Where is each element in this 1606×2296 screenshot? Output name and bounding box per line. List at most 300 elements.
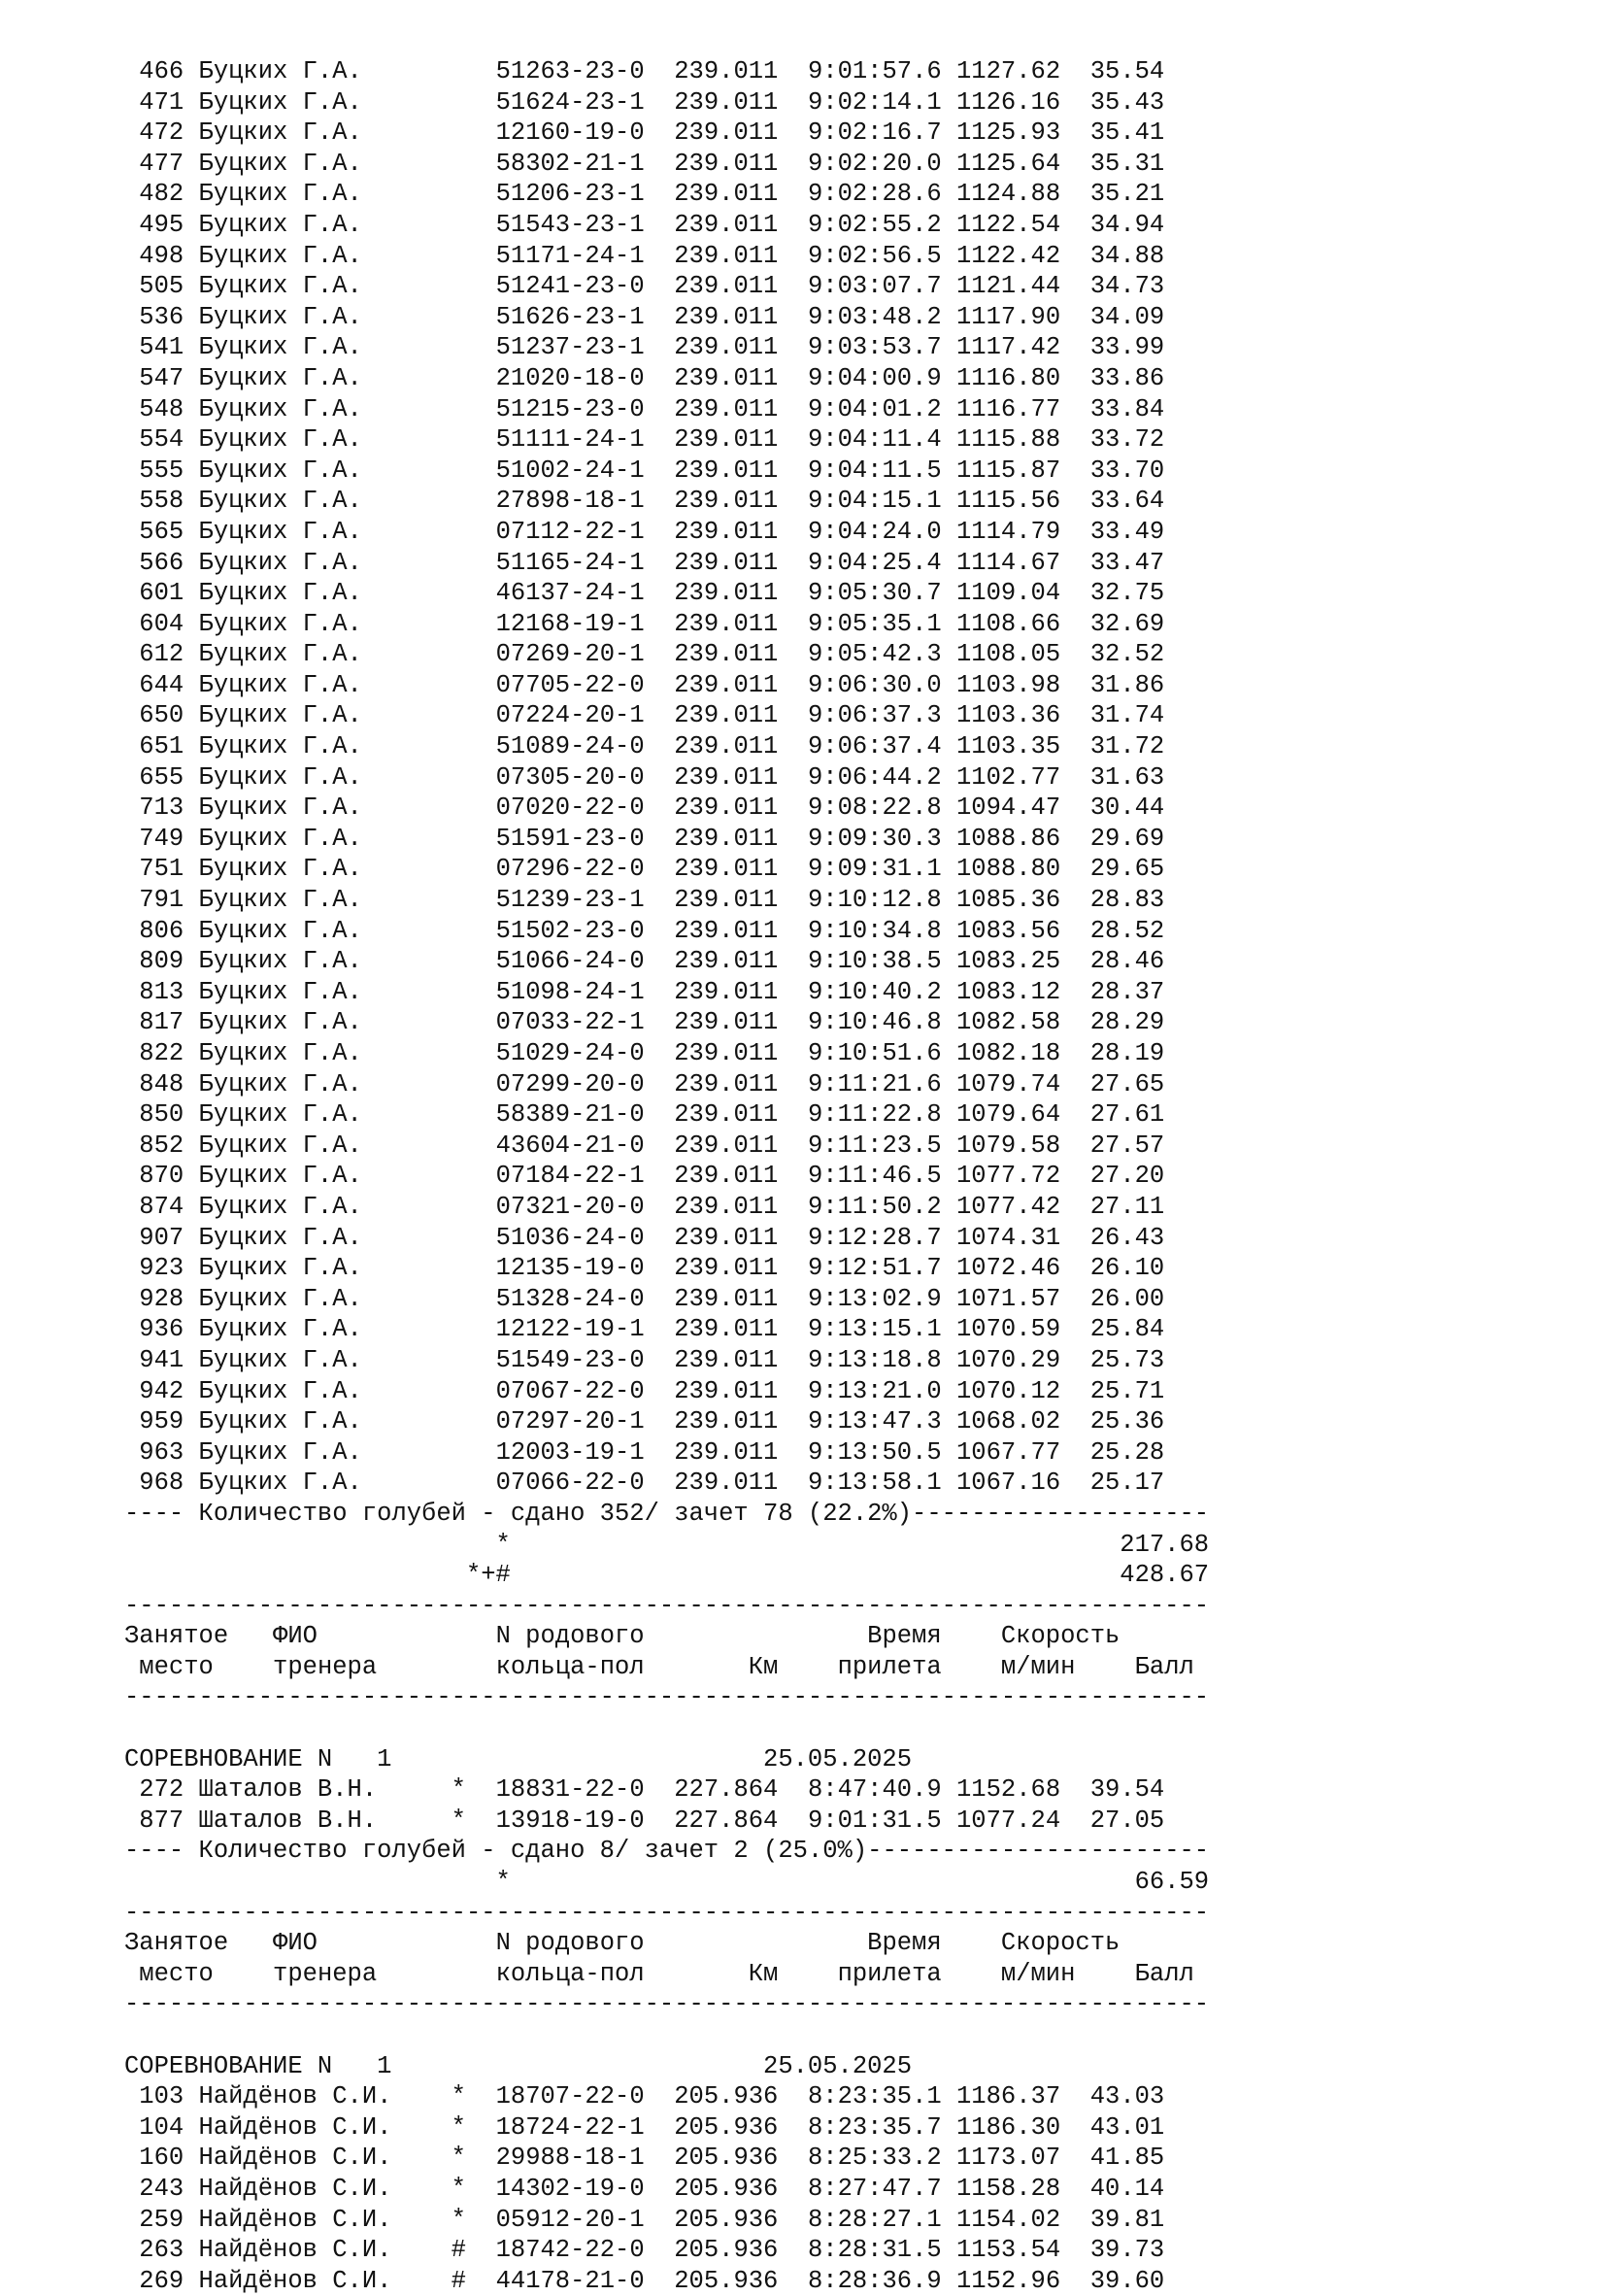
distance-km: 239.011 bbox=[674, 579, 808, 608]
score: 33.84 bbox=[1075, 394, 1165, 423]
speed: 1077.72 bbox=[956, 1162, 1076, 1191]
distance-km: 239.011 bbox=[674, 1223, 808, 1252]
trainer-name: Буцких Г.А. bbox=[198, 732, 452, 761]
place: 942 bbox=[124, 1376, 199, 1405]
result-row bbox=[124, 179, 1484, 210]
ring-number: 51626-23-1 bbox=[495, 302, 675, 331]
arrival-time: 8:28:27.1 bbox=[807, 2205, 956, 2234]
distance-km: 239.011 bbox=[674, 118, 808, 148]
arrival-time: 9:04:15.1 bbox=[807, 487, 956, 516]
mark bbox=[452, 1070, 496, 1098]
speed: 1077.24 bbox=[956, 1806, 1076, 1835]
place: 928 bbox=[124, 1284, 199, 1313]
competition-label: СОРЕВНОВАНИЕ N 1 bbox=[124, 1744, 764, 1773]
mark bbox=[452, 793, 496, 822]
mark bbox=[452, 118, 496, 147]
trainer-name: Буцких Г.А. bbox=[198, 517, 452, 546]
result-row bbox=[124, 854, 1484, 885]
ring-number: 51171-24-1 bbox=[495, 241, 675, 270]
col-speed: м/мин bbox=[1000, 1959, 1135, 1988]
speed: 1125.93 bbox=[956, 118, 1076, 148]
score: 27.61 bbox=[1075, 1100, 1165, 1130]
score: 27.11 bbox=[1075, 1192, 1165, 1221]
trainer-name: Буцких Г.А. bbox=[198, 456, 452, 485]
ring-number: 18742-22-0 bbox=[495, 2236, 675, 2265]
result-row bbox=[124, 1468, 1484, 1499]
mark bbox=[452, 610, 496, 638]
arrival-time: 9:11:50.2 bbox=[807, 1192, 956, 1221]
place: 968 bbox=[124, 1469, 199, 1498]
speed: 1173.07 bbox=[956, 2144, 1076, 2173]
trainer-name: Буцких Г.А. bbox=[198, 701, 452, 730]
score: 35.41 bbox=[1075, 118, 1165, 148]
result-row bbox=[124, 578, 1484, 609]
trainer-name: Буцких Г.А. bbox=[198, 210, 452, 239]
score: 27.05 bbox=[1075, 1806, 1165, 1835]
total-value: 217.68 bbox=[510, 1530, 1210, 1559]
place: 471 bbox=[124, 87, 199, 117]
arrival-time: 8:25:33.2 bbox=[807, 2144, 956, 2173]
place: 498 bbox=[124, 241, 199, 270]
ring-number: 18707-22-0 bbox=[495, 2082, 675, 2111]
speed: 1158.28 bbox=[956, 2174, 1076, 2203]
trainer-name: Буцких Г.А. bbox=[198, 548, 452, 577]
col-time: прилета bbox=[837, 1959, 1001, 1988]
mark bbox=[452, 211, 496, 239]
trainer-name: Буцких Г.А. bbox=[198, 57, 452, 85]
trainer-name: Буцких Г.А. bbox=[198, 302, 452, 331]
mark bbox=[452, 456, 496, 485]
trainer-name: Буцких Г.А. bbox=[198, 609, 452, 638]
distance-km: 239.011 bbox=[674, 762, 808, 792]
score: 28.83 bbox=[1075, 886, 1165, 915]
ring-number: 12135-19-0 bbox=[495, 1254, 675, 1283]
total-line bbox=[124, 1530, 1484, 1561]
speed: 1088.80 bbox=[956, 855, 1076, 884]
place: 813 bbox=[124, 977, 199, 1006]
arrival-time: 8:27:47.7 bbox=[807, 2174, 956, 2203]
ring-number: 51029-24-0 bbox=[495, 1039, 675, 1067]
speed: 1109.04 bbox=[956, 579, 1076, 608]
mark bbox=[452, 732, 496, 760]
mark: * bbox=[451, 1806, 496, 1835]
arrival-time: 9:05:42.3 bbox=[807, 640, 956, 669]
column-header-2 bbox=[124, 1652, 1484, 1683]
result-row bbox=[124, 793, 1484, 824]
score: 25.71 bbox=[1075, 1376, 1165, 1405]
mark bbox=[452, 978, 496, 1006]
result-row bbox=[124, 1038, 1484, 1069]
distance-km: 239.011 bbox=[674, 1008, 808, 1037]
speed: 1068.02 bbox=[956, 1407, 1076, 1436]
speed: 1082.58 bbox=[956, 1008, 1076, 1037]
arrival-time: 9:03:07.7 bbox=[807, 272, 956, 301]
place: 505 bbox=[124, 272, 199, 301]
place: 644 bbox=[124, 670, 199, 699]
distance-km: 239.011 bbox=[674, 149, 808, 178]
summary-text: Количество голубей - сдано 8/ зачет 2 (25.0%) bbox=[198, 1837, 868, 1866]
speed: 1070.12 bbox=[956, 1376, 1076, 1405]
arrival-time: 8:28:36.9 bbox=[807, 2266, 956, 2295]
result-row bbox=[124, 332, 1484, 363]
mark bbox=[452, 917, 496, 945]
arrival-time: 9:02:16.7 bbox=[807, 118, 956, 148]
summary-rule: -------------------- bbox=[912, 1499, 1210, 1528]
place: 263 bbox=[124, 2236, 199, 2265]
trainer-name: Буцких Г.А. bbox=[198, 886, 452, 915]
place: 259 bbox=[124, 2205, 199, 2234]
result-row bbox=[124, 639, 1484, 670]
mark bbox=[452, 1315, 496, 1343]
score: 33.49 bbox=[1075, 517, 1165, 546]
mark: * bbox=[451, 2144, 496, 2173]
distance-km: 239.011 bbox=[674, 1162, 808, 1191]
score: 26.10 bbox=[1075, 1254, 1165, 1283]
arrival-time: 9:13:58.1 bbox=[807, 1469, 956, 1498]
distance-km: 239.011 bbox=[674, 1437, 808, 1467]
col-name: тренера bbox=[273, 1959, 496, 1988]
col-ring: N родового bbox=[495, 1622, 868, 1651]
mark bbox=[452, 549, 496, 577]
score: 33.47 bbox=[1075, 548, 1165, 577]
place: 877 bbox=[124, 1806, 199, 1835]
total-line bbox=[124, 1560, 1484, 1591]
distance-km: 239.011 bbox=[674, 1192, 808, 1221]
result-row bbox=[124, 149, 1484, 180]
arrival-time: 9:04:24.0 bbox=[807, 517, 956, 546]
ring-number: 51263-23-0 bbox=[495, 57, 675, 85]
mark: # bbox=[451, 2266, 496, 2295]
speed: 1074.31 bbox=[956, 1223, 1076, 1252]
trainer-name: Буцких Г.А. bbox=[198, 1376, 452, 1405]
divider: ------------------------------------------------------------------------- bbox=[124, 1990, 1210, 2019]
score: 35.43 bbox=[1075, 87, 1165, 117]
score: 33.86 bbox=[1075, 363, 1165, 392]
arrival-time: 8:47:40.9 bbox=[807, 1775, 956, 1805]
result-row bbox=[124, 885, 1484, 916]
distance-km: 239.011 bbox=[674, 855, 808, 884]
mark bbox=[452, 1162, 496, 1190]
arrival-time: 9:01:31.5 bbox=[807, 1806, 956, 1835]
result-row bbox=[124, 1253, 1484, 1284]
place: 791 bbox=[124, 886, 199, 915]
ring-number: 51215-23-0 bbox=[495, 394, 675, 423]
speed: 1115.88 bbox=[956, 425, 1076, 455]
mark bbox=[452, 579, 496, 607]
place: 541 bbox=[124, 333, 199, 362]
place: 472 bbox=[124, 118, 199, 148]
ring-number: 51237-23-1 bbox=[495, 333, 675, 362]
ring-number: 51502-23-0 bbox=[495, 916, 675, 945]
speed: 1067.77 bbox=[956, 1437, 1076, 1467]
result-row bbox=[124, 700, 1484, 731]
mark bbox=[452, 487, 496, 515]
trainer-name: Буцких Г.А. bbox=[198, 1345, 452, 1374]
speed: 1088.86 bbox=[956, 824, 1076, 853]
distance-km: 205.936 bbox=[674, 2112, 808, 2142]
col-score: Балл bbox=[1134, 1652, 1194, 1681]
trainer-name: Шаталов В.Н. bbox=[198, 1775, 452, 1805]
col-place: Занятое bbox=[124, 1929, 274, 1958]
column-header-1 bbox=[124, 1928, 1484, 1959]
trainer-name: Буцких Г.А. bbox=[198, 394, 452, 423]
score: 43.03 bbox=[1075, 2082, 1165, 2111]
arrival-time: 9:13:02.9 bbox=[807, 1284, 956, 1313]
trainer-name: Буцких Г.А. bbox=[198, 1284, 452, 1313]
result-row bbox=[124, 762, 1484, 793]
score: 26.00 bbox=[1075, 1284, 1165, 1313]
distance-km: 239.011 bbox=[674, 394, 808, 423]
trainer-name: Буцких Г.А. bbox=[198, 824, 452, 853]
ring-number: 58302-21-1 bbox=[495, 149, 675, 178]
arrival-time: 9:03:48.2 bbox=[807, 302, 956, 331]
ring-number: 51624-23-1 bbox=[495, 87, 675, 117]
result-row bbox=[124, 87, 1484, 118]
mark: * bbox=[451, 2112, 496, 2142]
result-row bbox=[124, 548, 1484, 579]
distance-km: 239.011 bbox=[674, 670, 808, 699]
mark bbox=[452, 947, 496, 975]
speed: 1083.12 bbox=[956, 977, 1076, 1006]
result-row bbox=[124, 210, 1484, 241]
mark bbox=[452, 763, 496, 792]
score: 27.57 bbox=[1075, 1131, 1165, 1160]
distance-km: 239.011 bbox=[674, 824, 808, 853]
score: 31.72 bbox=[1075, 732, 1165, 761]
trainer-name: Буцких Г.А. bbox=[198, 1162, 452, 1191]
place: 936 bbox=[124, 1315, 199, 1344]
place: 601 bbox=[124, 579, 199, 608]
trainer-name: Буцких Г.А. bbox=[198, 579, 452, 608]
distance-km: 239.011 bbox=[674, 977, 808, 1006]
place: 160 bbox=[124, 2144, 199, 2173]
score: 27.65 bbox=[1075, 1069, 1165, 1098]
ring-number: 44178-21-0 bbox=[495, 2266, 675, 2295]
speed: 1070.29 bbox=[956, 1345, 1076, 1374]
speed: 1122.54 bbox=[956, 210, 1076, 239]
arrival-time: 9:06:30.0 bbox=[807, 670, 956, 699]
summary-text: Количество голубей - сдано 352/ зачет 78 (22.2%) bbox=[198, 1499, 913, 1528]
place: 243 bbox=[124, 2174, 199, 2203]
mark: # bbox=[451, 2236, 496, 2265]
arrival-time: 9:10:51.6 bbox=[807, 1039, 956, 1067]
mark bbox=[452, 242, 496, 270]
mark bbox=[452, 640, 496, 668]
arrival-time: 9:02:28.6 bbox=[807, 180, 956, 209]
results-printout bbox=[124, 56, 1484, 2296]
ring-number: 51111-24-1 bbox=[495, 425, 675, 455]
mark bbox=[452, 88, 496, 117]
trainer-name: Буцких Г.А. bbox=[198, 363, 452, 392]
ring-number: 07299-20-0 bbox=[495, 1069, 675, 1098]
arrival-time: 9:01:57.6 bbox=[807, 57, 956, 85]
arrival-time: 9:13:47.3 bbox=[807, 1407, 956, 1436]
place: 477 bbox=[124, 149, 199, 178]
arrival-time: 9:10:40.2 bbox=[807, 977, 956, 1006]
score: 39.73 bbox=[1075, 2236, 1165, 2265]
distance-km: 239.011 bbox=[674, 1069, 808, 1098]
speed: 1094.47 bbox=[956, 793, 1076, 823]
place: 848 bbox=[124, 1069, 199, 1098]
result-row bbox=[124, 363, 1484, 394]
speed: 1067.16 bbox=[956, 1469, 1076, 1498]
trainer-name: Буцких Г.А. bbox=[198, 1131, 452, 1160]
speed: 1085.36 bbox=[956, 886, 1076, 915]
arrival-time: 9:11:46.5 bbox=[807, 1162, 956, 1191]
trainer-name: Буцких Г.А. bbox=[198, 1008, 452, 1037]
col-ring: кольца-пол bbox=[495, 1652, 749, 1681]
ring-number: 07066-22-0 bbox=[495, 1469, 675, 1498]
ring-number: 07033-22-1 bbox=[495, 1008, 675, 1037]
divider: ------------------------------------------------------------------------- bbox=[124, 1683, 1210, 1712]
trainer-name: Буцких Г.А. bbox=[198, 1315, 452, 1344]
distance-km: 227.864 bbox=[674, 1775, 808, 1805]
place: 548 bbox=[124, 394, 199, 423]
ring-number: 14302-19-0 bbox=[495, 2174, 675, 2203]
distance-km: 239.011 bbox=[674, 1469, 808, 1498]
place: 713 bbox=[124, 793, 199, 823]
mark bbox=[452, 333, 496, 361]
place: 554 bbox=[124, 425, 199, 455]
col-speed: Скорость bbox=[1000, 1622, 1121, 1651]
trainer-name: Буцких Г.А. bbox=[198, 487, 452, 516]
arrival-time: 9:13:21.0 bbox=[807, 1376, 956, 1405]
distance-km: 239.011 bbox=[674, 732, 808, 761]
score: 34.73 bbox=[1075, 272, 1165, 301]
score: 40.14 bbox=[1075, 2174, 1165, 2203]
score: 35.21 bbox=[1075, 180, 1165, 209]
trainer-name: Найдёнов С.И. bbox=[198, 2174, 452, 2203]
speed: 1116.77 bbox=[956, 394, 1076, 423]
ring-number: 58389-21-0 bbox=[495, 1100, 675, 1130]
arrival-time: 8:23:35.1 bbox=[807, 2082, 956, 2111]
col-speed: Скорость bbox=[1000, 1929, 1121, 1958]
arrival-time: 9:13:50.5 bbox=[807, 1437, 956, 1467]
col-place: Занятое bbox=[124, 1622, 274, 1651]
divider: ------------------------------------------------------------------------- bbox=[124, 1591, 1210, 1620]
speed: 1114.79 bbox=[956, 517, 1076, 546]
distance-km: 239.011 bbox=[674, 272, 808, 301]
trainer-name: Буцких Г.А. bbox=[198, 1254, 452, 1283]
result-row bbox=[124, 517, 1484, 548]
trainer-name: Буцких Г.А. bbox=[198, 947, 452, 976]
arrival-time: 9:10:34.8 bbox=[807, 916, 956, 945]
distance-km: 239.011 bbox=[674, 57, 808, 85]
col-ring: кольца-пол bbox=[495, 1959, 749, 1988]
speed: 1121.44 bbox=[956, 272, 1076, 301]
arrival-time: 9:04:11.4 bbox=[807, 425, 956, 455]
distance-km: 239.011 bbox=[674, 1345, 808, 1374]
trainer-name: Буцких Г.А. bbox=[198, 977, 452, 1006]
trainer-name: Буцких Г.А. bbox=[198, 425, 452, 455]
column-header-2 bbox=[124, 1959, 1484, 1990]
result-row bbox=[124, 56, 1484, 87]
arrival-time: 9:02:14.1 bbox=[807, 87, 956, 117]
col-name: тренера bbox=[273, 1652, 496, 1681]
result-row bbox=[124, 1099, 1484, 1131]
ring-number: 12003-19-1 bbox=[495, 1437, 675, 1467]
score: 30.44 bbox=[1075, 793, 1165, 823]
col-km: Км bbox=[748, 1959, 838, 1988]
arrival-time: 9:08:22.8 bbox=[807, 793, 956, 823]
col-place: место bbox=[124, 1652, 274, 1681]
trainer-name: Буцких Г.А. bbox=[198, 118, 452, 148]
ring-number: 07067-22-0 bbox=[495, 1376, 675, 1405]
place: 907 bbox=[124, 1223, 199, 1252]
trainer-name: Буцких Г.А. bbox=[198, 793, 452, 823]
distance-km: 239.011 bbox=[674, 1315, 808, 1344]
speed: 1102.77 bbox=[956, 762, 1076, 792]
result-row bbox=[124, 1284, 1484, 1315]
mark bbox=[452, 1224, 496, 1252]
ring-number: 51239-23-1 bbox=[495, 886, 675, 915]
score: 25.73 bbox=[1075, 1345, 1165, 1374]
speed: 1114.67 bbox=[956, 548, 1076, 577]
speed: 1127.62 bbox=[956, 57, 1076, 85]
speed: 1079.58 bbox=[956, 1131, 1076, 1160]
trainer-name: Найдёнов С.И. bbox=[198, 2266, 452, 2295]
distance-km: 239.011 bbox=[674, 517, 808, 546]
result-row bbox=[124, 1437, 1484, 1469]
distance-km: 239.011 bbox=[674, 1407, 808, 1436]
arrival-time: 9:04:01.2 bbox=[807, 394, 956, 423]
col-ring: N родового bbox=[495, 1929, 868, 1958]
distance-km: 239.011 bbox=[674, 1376, 808, 1405]
trainer-name: Найдёнов С.И. bbox=[198, 2205, 452, 2234]
mark bbox=[452, 303, 496, 331]
mark bbox=[452, 825, 496, 853]
score: 27.20 bbox=[1075, 1162, 1165, 1191]
result-row bbox=[124, 2143, 1484, 2174]
ring-number: 12122-19-1 bbox=[495, 1315, 675, 1344]
speed: 1153.54 bbox=[956, 2236, 1076, 2265]
place: 565 bbox=[124, 517, 199, 546]
trainer-name: Буцких Г.А. bbox=[198, 1469, 452, 1498]
score: 41.85 bbox=[1075, 2144, 1165, 2173]
result-row bbox=[124, 916, 1484, 947]
trainer-name: Буцких Г.А. bbox=[198, 1039, 452, 1067]
score: 32.52 bbox=[1075, 640, 1165, 669]
score: 29.69 bbox=[1075, 824, 1165, 853]
distance-km: 205.936 bbox=[674, 2082, 808, 2111]
trainer-name: Буцких Г.А. bbox=[198, 333, 452, 362]
mark bbox=[452, 1100, 496, 1129]
score: 39.81 bbox=[1075, 2205, 1165, 2234]
place: 852 bbox=[124, 1131, 199, 1160]
mark bbox=[452, 395, 496, 423]
distance-km: 239.011 bbox=[674, 609, 808, 638]
place: 923 bbox=[124, 1254, 199, 1283]
col-time: Время bbox=[867, 1929, 1001, 1958]
score: 31.86 bbox=[1075, 670, 1165, 699]
total-mark: * bbox=[124, 1868, 511, 1897]
ring-number: 07184-22-1 bbox=[495, 1162, 675, 1191]
place: 850 bbox=[124, 1100, 199, 1130]
trainer-name: Буцких Г.А. bbox=[198, 640, 452, 669]
trainer-name: Найдёнов С.И. bbox=[198, 2236, 452, 2265]
distance-km: 239.011 bbox=[674, 302, 808, 331]
distance-km: 239.011 bbox=[674, 1254, 808, 1283]
arrival-time: 9:13:15.1 bbox=[807, 1315, 956, 1344]
place: 536 bbox=[124, 302, 199, 331]
distance-km: 239.011 bbox=[674, 1100, 808, 1130]
ring-number: 07297-20-1 bbox=[495, 1407, 675, 1436]
ring-number: 51098-24-1 bbox=[495, 977, 675, 1006]
score: 34.09 bbox=[1075, 302, 1165, 331]
mark bbox=[452, 425, 496, 454]
score: 43.01 bbox=[1075, 2112, 1165, 2142]
distance-km: 239.011 bbox=[674, 548, 808, 577]
